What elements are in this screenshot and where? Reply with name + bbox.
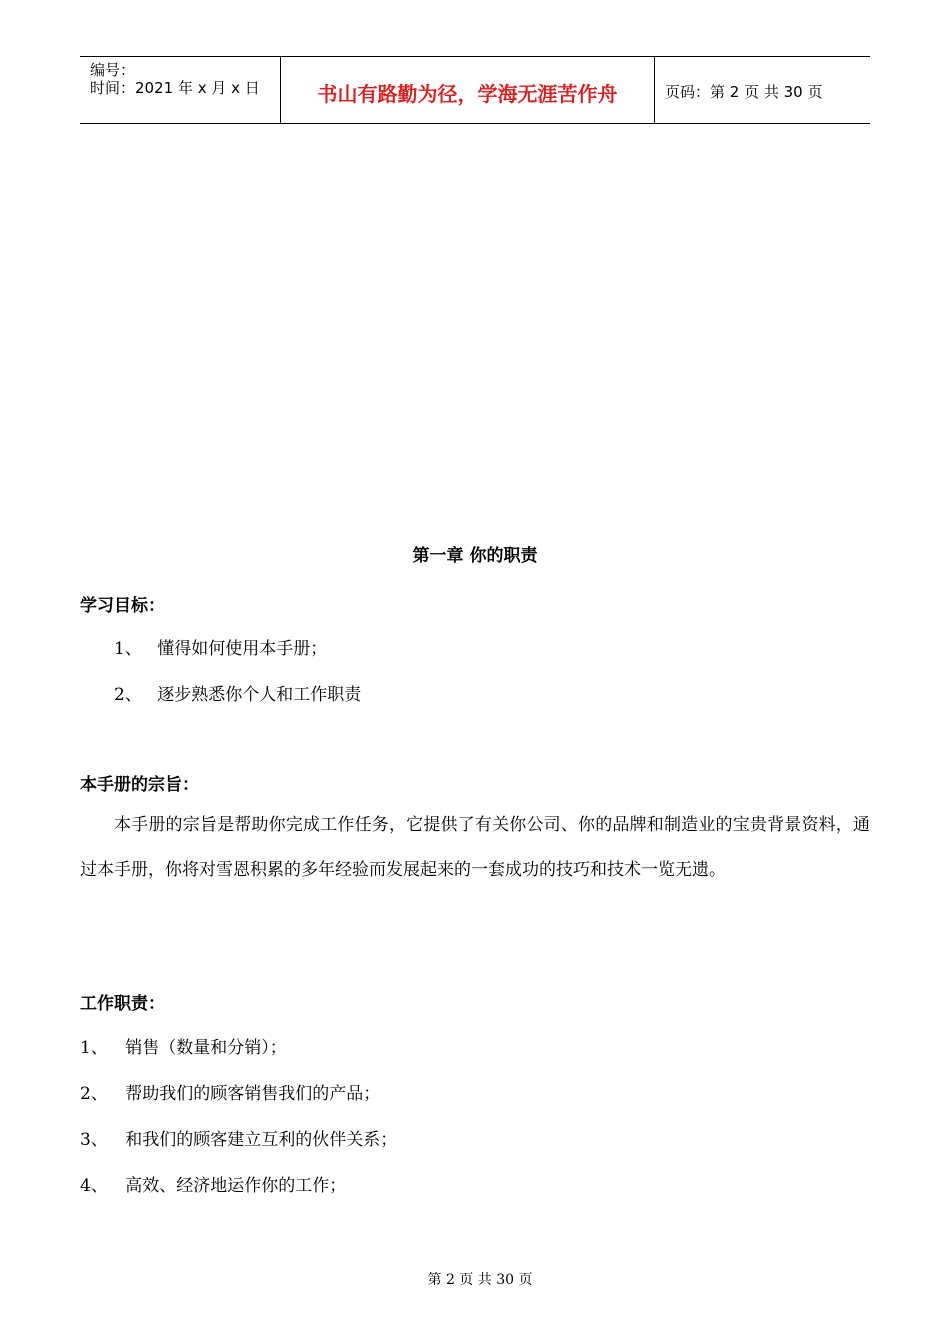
duty-text: 帮助我们的顾客销售我们的产品； [125,1084,381,1104]
objective-num: 2、 [114,685,142,705]
objective-text: 懂得如何使用本手册； [157,639,328,659]
objectives-heading: 学习目标： [80,596,165,616]
header-motto: 书山有路勤为径，学海无涯苦作舟 [281,57,655,123]
time-label: 时间：2021 年 x 月 x 日 [90,79,260,97]
page-footer: 第 2 页 共 30 页 [427,1272,533,1288]
purpose-paragraph: 本手册的宗旨是帮助你完成工作任务，它提供了有关你公司、你的品牌和制造业的宝贵背景资料，通过本手册，你将对雪恩积累的多年经验而发展起来的一套成功的技巧和技术一览无遗。 [80,815,870,880]
objective-text: 逐步熟悉你个人和工作职责 [157,685,362,705]
duty-item [80,1033,287,1058]
duty-text: 销售（数量和分销）； [125,1038,287,1058]
duty-text: 高效、经济地运作你的工作； [125,1176,347,1196]
objective-num: 1、 [114,639,142,659]
duty-num: 4、 [80,1176,108,1196]
number-label: 编号： [90,61,136,79]
objective-item [114,634,327,659]
header-meta [80,57,281,123]
duty-text: 和我们的顾客建立互利的伙伴关系； [125,1130,398,1150]
page-header [80,56,870,124]
duty-item [80,1171,346,1196]
duty-num: 2、 [80,1084,108,1104]
header-page-code: 页码：第 2 页 共 30 页 [665,82,823,101]
duty-num: 3、 [80,1130,108,1150]
purpose-heading: 本手册的宗旨： [80,775,199,795]
duty-item [80,1125,397,1150]
duty-num: 1、 [80,1038,108,1058]
duties-heading: 工作职责： [80,994,165,1014]
chapter-title: 第一章 你的职责 [412,546,538,566]
duty-item [80,1079,380,1104]
objective-item [114,680,361,705]
